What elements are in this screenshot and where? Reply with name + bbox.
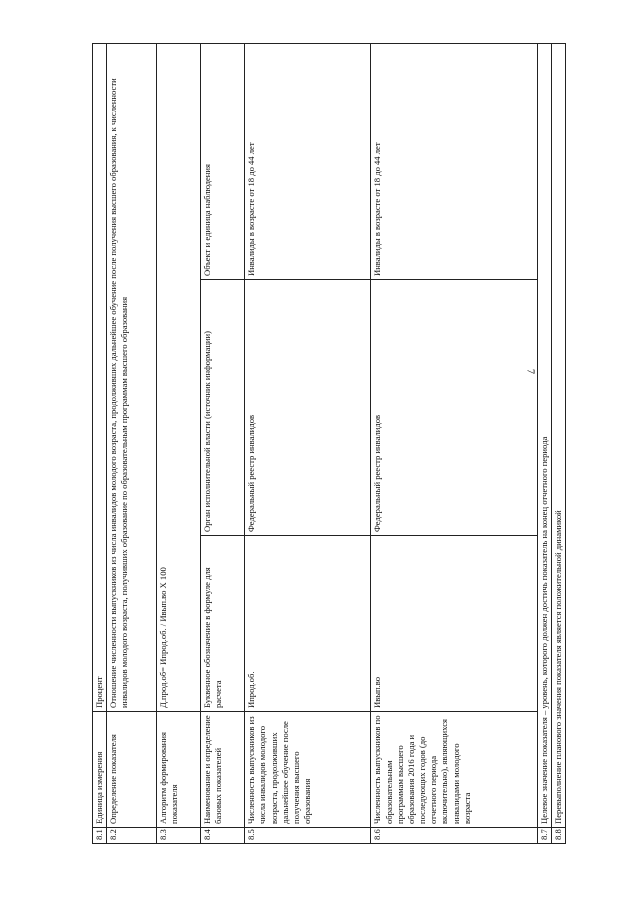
row-number: 8.4 xyxy=(201,828,245,844)
table-row xyxy=(93,44,107,844)
column-header-symbol: Буквенное обозначение в формуле для расчета xyxy=(201,536,245,712)
page-number: 7 xyxy=(524,369,536,374)
row-number: 8.2 xyxy=(107,828,157,844)
row-number: 8.6 xyxy=(371,828,537,844)
table-row xyxy=(201,44,245,844)
indicator-table xyxy=(92,43,566,844)
column-header-source: Орган исполнительной власти (источник информации) xyxy=(201,280,245,536)
row-value: Перевыполнение планового значения показателя является положительной динамикой xyxy=(551,44,565,828)
row-label: Алгоритм формирования показателя xyxy=(157,712,201,828)
table-row xyxy=(245,44,371,844)
row-label: Определение показателя xyxy=(107,712,157,828)
row-label: Единица измерения xyxy=(93,712,107,828)
table-row xyxy=(107,44,157,844)
row-value: Д.прод.об= Ипрод.об. / Ивып.во X 100 xyxy=(157,44,201,712)
row-label: Численность выпускников по образовательным программам высшего образования 2016 года и последующих годов (до отчетного периода включительно), являющихся инвалидами молодого возраста xyxy=(371,712,537,828)
row-number: 8.1 xyxy=(93,828,107,844)
rotated-page-content xyxy=(92,44,566,844)
row-source: Федеральный реестр инвалидов xyxy=(245,280,371,536)
row-source: Федеральный реестр инвалидов xyxy=(371,280,537,536)
row-value: Отношение численности выпускников из числа инвалидов молодого возраста, продолживших дальнейшее обучение после получения высшего образования, к численности инвалидов молодого возраста, получивших образование по образовательным программам высшего образования xyxy=(107,44,157,712)
row-value: Процент xyxy=(93,44,107,712)
row-label: Численность выпускников из числа инвалидов молодого возраста, продолживших дальнейшее обучение после получения высшего образования xyxy=(245,712,371,828)
row-value: Целевое значение показателя – уровень, которого должен достичь показатель на конец отчетного периода xyxy=(537,44,551,828)
row-object: Инвалиды в возрасте от 18 до 44 лет xyxy=(371,44,537,280)
row-symbol: Ипрод.об. xyxy=(245,536,371,712)
row-number: 8.5 xyxy=(245,828,371,844)
row-object: Инвалиды в возрасте от 18 до 44 лет xyxy=(245,44,371,280)
table-row xyxy=(537,44,551,844)
row-label: Наименование и определение базовых показателей xyxy=(201,712,245,828)
column-header-object: Объект и единица наблюдения xyxy=(201,44,245,280)
row-symbol: Ивып.во xyxy=(371,536,537,712)
table-row xyxy=(157,44,201,844)
table-row xyxy=(551,44,565,844)
table-row xyxy=(371,44,537,844)
row-number: 8.7 xyxy=(537,828,551,844)
row-number: 8.3 xyxy=(157,828,201,844)
row-number: 8.8 xyxy=(551,828,565,844)
